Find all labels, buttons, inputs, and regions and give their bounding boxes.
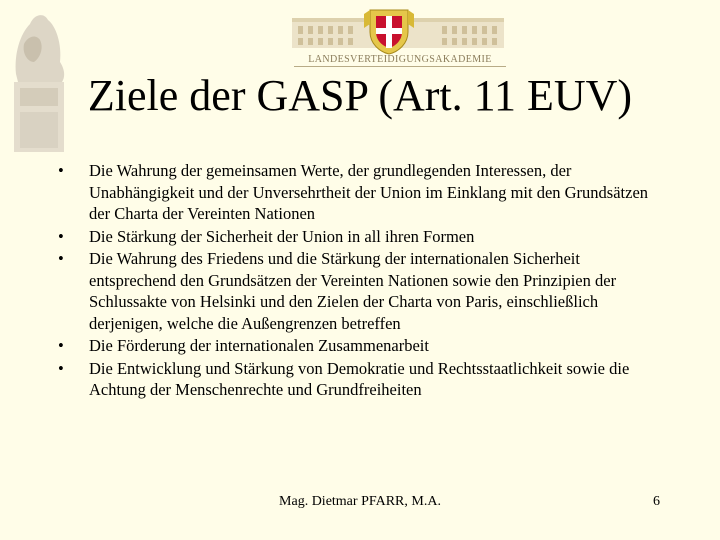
- bullet-dot: •: [58, 336, 64, 355]
- bullet-item: [58, 248, 658, 334]
- bullet-item: [58, 335, 658, 357]
- bullet-item: [58, 226, 658, 248]
- crest-icon: [362, 4, 416, 56]
- bullet-text: Die Wahrung der gemeinsamen Werte, der grundlegenden Interessen, der Unabhängigkeit und der Unversehrtheit der Union im Einklang mit den Grundsätzen der Charta der Vereinten Nationen: [89, 161, 649, 223]
- bullet-dot: •: [58, 249, 64, 268]
- bullet-text: Die Stärkung der Sicherheit der Union in all ihren Formen: [89, 226, 475, 246]
- bullet-dot: •: [58, 358, 64, 378]
- bullet-item: [58, 358, 658, 401]
- bullet-text: Die Entwicklung und Stärkung von Demokratie und Rechtsstaatlichkeit sowie die Achtung der Menschenrechte und Grundfreiheiten: [89, 358, 630, 399]
- footer-author: Mag. Dietmar PFARR, M.A.: [279, 494, 441, 509]
- bullet-text: Die Förderung der internationalen Zusammenarbeit: [89, 336, 429, 355]
- bullet-item: [58, 160, 658, 225]
- academy-name: LANDESVERTEIDIGUNGSAKADEMIE: [308, 54, 492, 65]
- bullet-dot: •: [58, 161, 64, 180]
- bullet-dot: •: [58, 226, 64, 246]
- header-divider: [294, 66, 506, 67]
- slide-title: Ziele der GASP (Art. 11 EUV): [87, 71, 633, 120]
- bullet-text: Die Wahrung des Friedens und die Stärkung der internationalen Sicherheit entsprechend den Grundsätzen der Vereinten Nationen sowie den Prinzipien der Schlussakte von Helsinki und den Zielen der Charta von Paris, einschließlich derjenigen, welche die Außengrenzen betreffen: [89, 249, 617, 333]
- bullet-list: [58, 160, 658, 402]
- page-number: 6: [653, 494, 660, 509]
